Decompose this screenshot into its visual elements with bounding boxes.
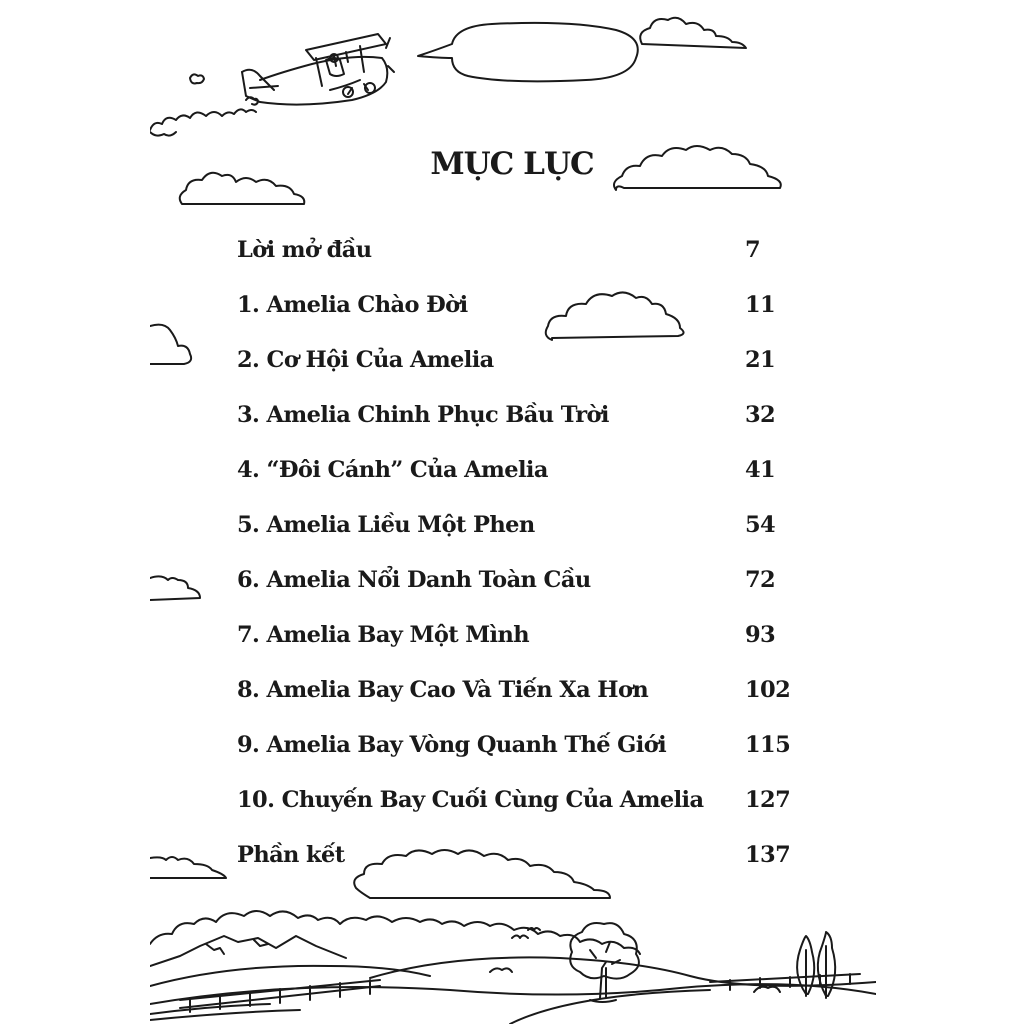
toc-entry: [237, 277, 797, 332]
airplane-icon: [242, 34, 394, 105]
toc-entry: [237, 772, 797, 827]
toc-entry-page: 127: [745, 786, 791, 813]
toc-entry: [237, 552, 797, 607]
toc-entry: [237, 387, 797, 442]
toc-entry: [237, 332, 797, 387]
toc-entry-page: 137: [745, 841, 791, 868]
toc-entry-title: 7. Amelia Bay Một Mình: [237, 621, 530, 648]
toc-entry-title: 2. Cơ Hội Của Amelia: [237, 346, 494, 373]
toc-entry-title: 3. Amelia Chinh Phục Bầu Trời: [237, 401, 609, 428]
toc-entry-page: 7: [745, 236, 761, 263]
toc-entry-title: 1. Amelia Chào Đời: [237, 291, 468, 318]
toc-entry-page: 41: [745, 456, 776, 483]
toc-entry: [237, 442, 797, 497]
toc-entry: [237, 717, 797, 772]
toc-entry-page: 11: [745, 291, 776, 318]
toc-entry-title: Lời mở đầu: [237, 236, 372, 263]
toc-entry-page: 93: [745, 621, 776, 648]
page-title: MỤC LỤC: [430, 146, 594, 182]
toc-entry-title: 6. Amelia Nổi Danh Toàn Cầu: [237, 566, 591, 593]
toc-entry-page: 102: [745, 676, 791, 703]
toc-entry: [237, 222, 797, 277]
smoke-trail-icon: [150, 74, 258, 135]
toc-entry-title: 10. Chuyến Bay Cuối Cùng Của Amelia: [237, 786, 704, 813]
toc-entry-title: 8. Amelia Bay Cao Và Tiến Xa Hơn: [237, 676, 649, 703]
toc-entry: [237, 607, 797, 662]
toc-entry-title: 5. Amelia Liều Một Phen: [237, 511, 535, 538]
toc-entry: [237, 827, 797, 882]
toc-entry-title: Phần kết: [237, 841, 345, 868]
speech-bubble-icon: [418, 23, 638, 81]
landscape-scene: [150, 911, 876, 1024]
toc-entry-page: 72: [745, 566, 776, 593]
toc-entry: [237, 497, 797, 552]
toc-entry-page: 32: [745, 401, 776, 428]
toc-entry-page: 115: [745, 731, 791, 758]
book-page: [150, 0, 876, 1024]
toc-entry-title: 4. “Đôi Cánh” Của Amelia: [237, 456, 548, 483]
toc-entry-title: 9. Amelia Bay Vòng Quanh Thế Giới: [237, 731, 667, 758]
toc-entry-page: 21: [745, 346, 776, 373]
toc-entry: [237, 662, 797, 717]
toc-entry-page: 54: [745, 511, 776, 538]
table-of-contents: [237, 222, 797, 882]
